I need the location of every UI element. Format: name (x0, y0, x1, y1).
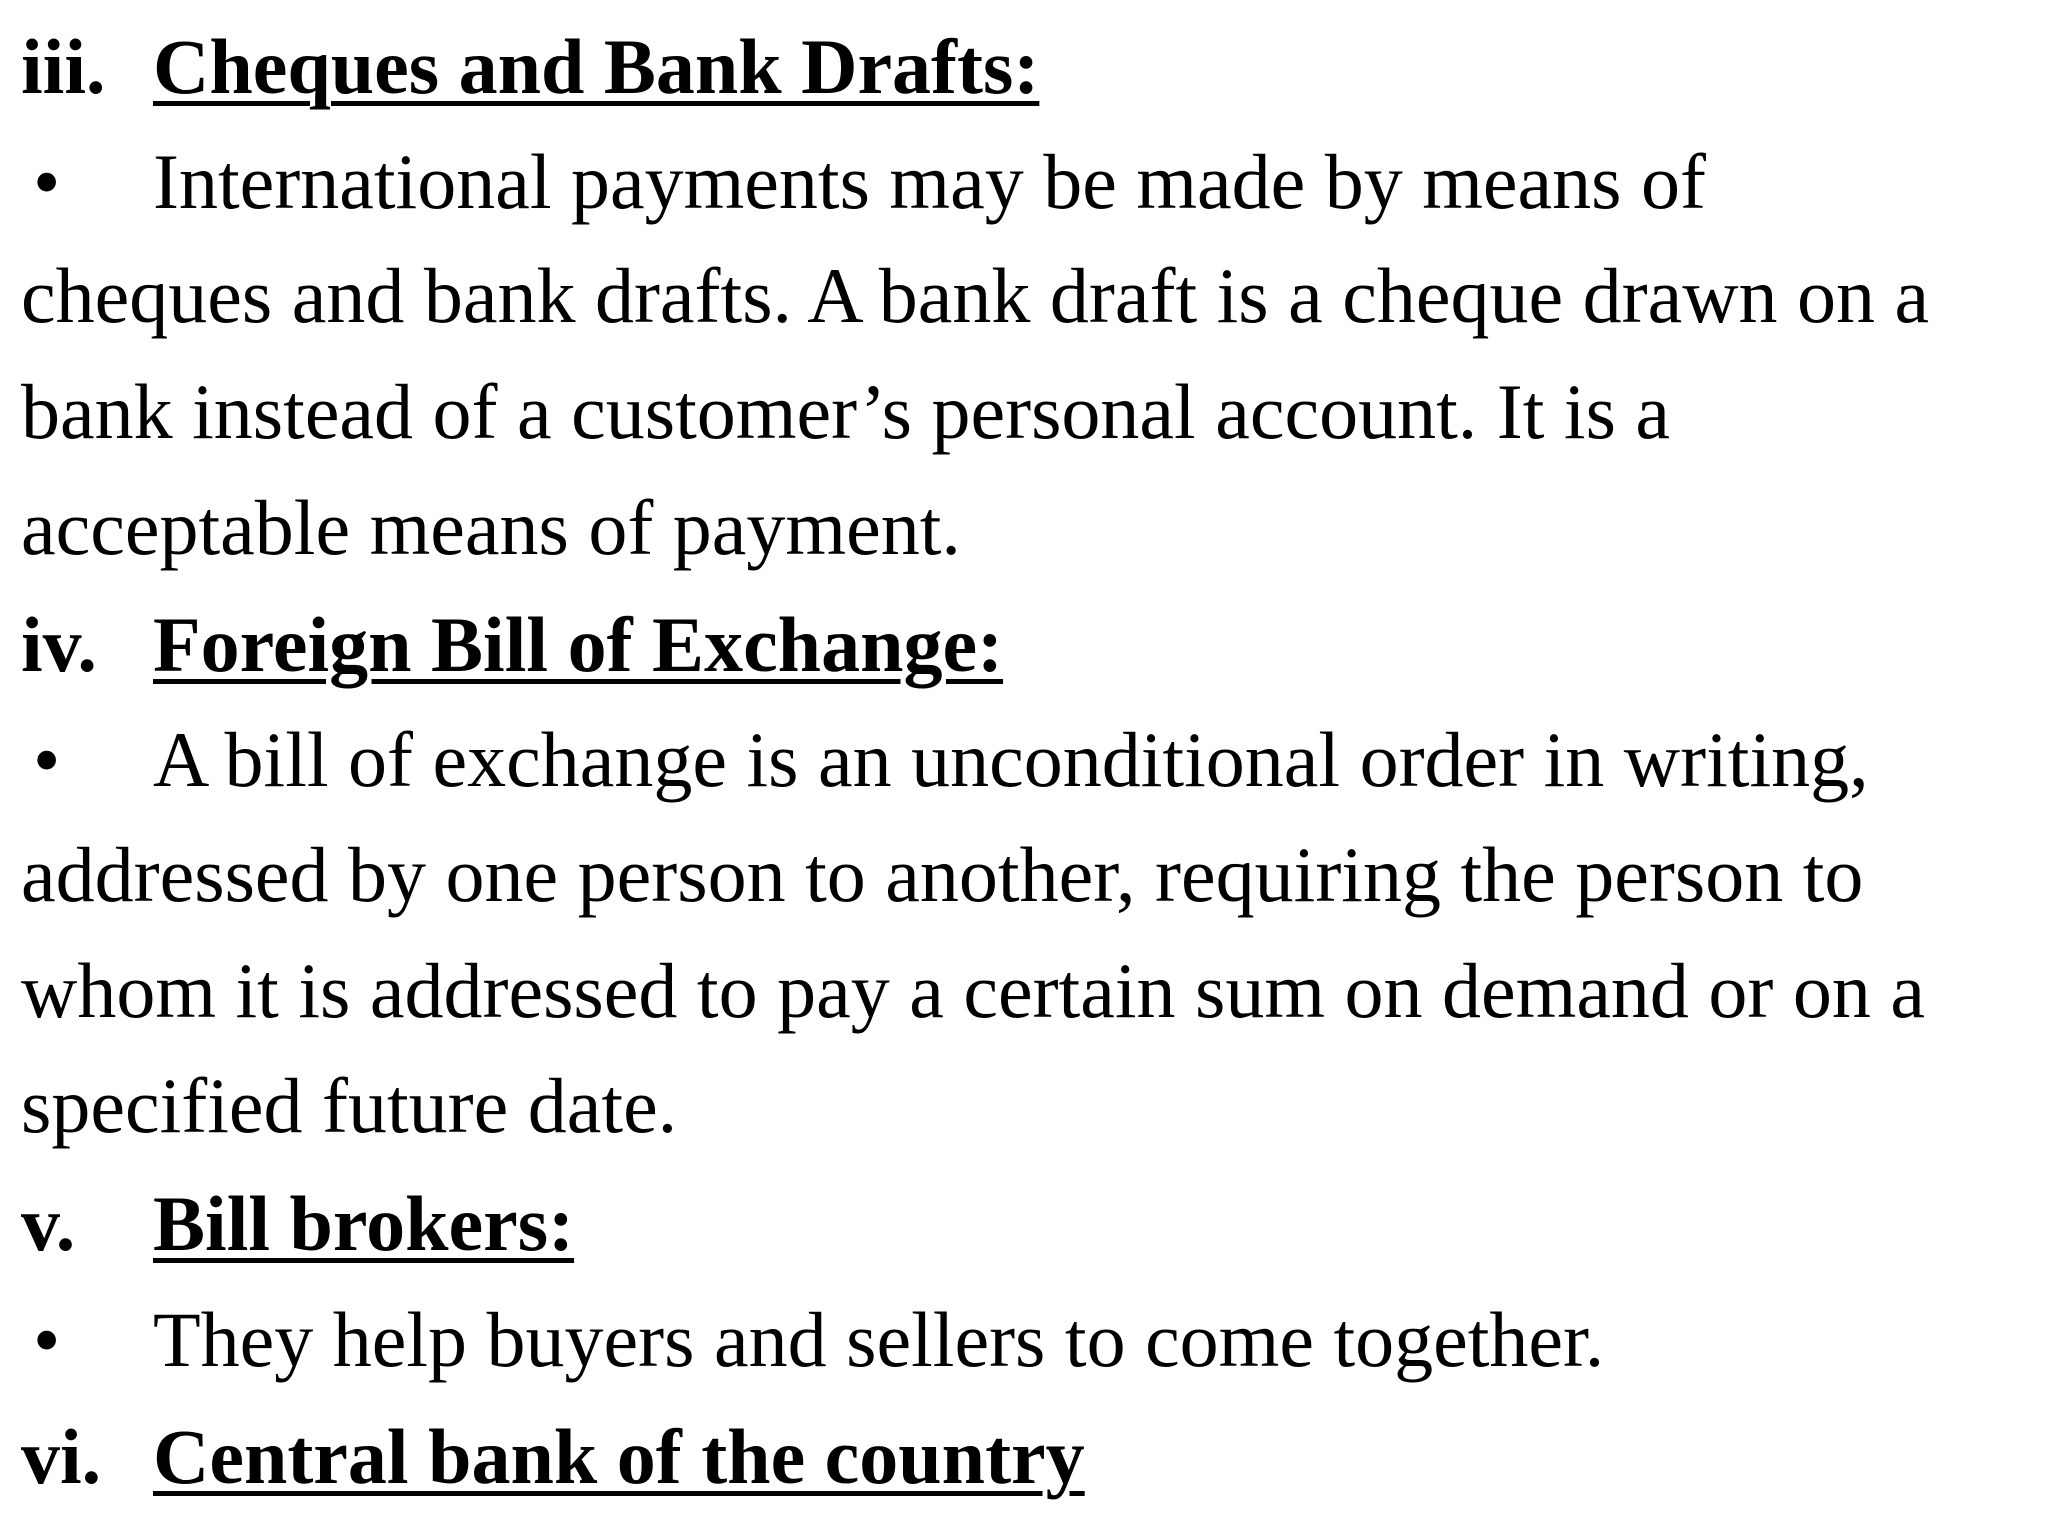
bullet-paragraph-line (21, 716, 1869, 803)
paragraph-text: They help buyers and sellers to come together. (153, 1296, 1605, 1383)
paragraph-line: cheques and bank drafts. A bank draft is a cheque drawn on a (21, 252, 1930, 339)
bullet-paragraph-line (21, 1296, 1605, 1383)
section-title: Foreign Bill of Exchange: (153, 601, 1004, 688)
section-title: Bill brokers: (153, 1180, 575, 1267)
section-heading-central-bank (21, 1413, 1085, 1500)
bullet-icon: • (33, 1296, 61, 1383)
paragraph-line: addressed by one person to another, requiring the person to (21, 831, 1864, 918)
paragraph-text: A bill of exchange is an unconditional order in writing, (153, 716, 1869, 803)
section-heading-cheques (21, 23, 1040, 110)
section-numeral: iii. (21, 23, 106, 110)
section-heading-bill-brokers (21, 1180, 575, 1267)
bullet-icon: • (33, 138, 61, 225)
section-numeral: v. (21, 1180, 76, 1267)
paragraph-line: specified future date. (21, 1062, 678, 1149)
section-heading-foreign-bill (21, 601, 1004, 688)
section-title: Central bank of the country (153, 1413, 1085, 1500)
bullet-icon: • (33, 716, 61, 803)
section-numeral: vi. (21, 1413, 102, 1500)
paragraph-line: whom it is addressed to pay a certain sum on demand or on a (21, 947, 1926, 1034)
paragraph-line: bank instead of a customer’s personal account. It is a (21, 368, 1671, 455)
section-title: Cheques and Bank Drafts: (153, 23, 1040, 110)
bullet-paragraph-line (21, 138, 1706, 225)
paragraph-line: acceptable means of payment. (21, 484, 961, 571)
paragraph-text: International payments may be made by means of (153, 138, 1706, 225)
section-numeral: iv. (21, 601, 97, 688)
